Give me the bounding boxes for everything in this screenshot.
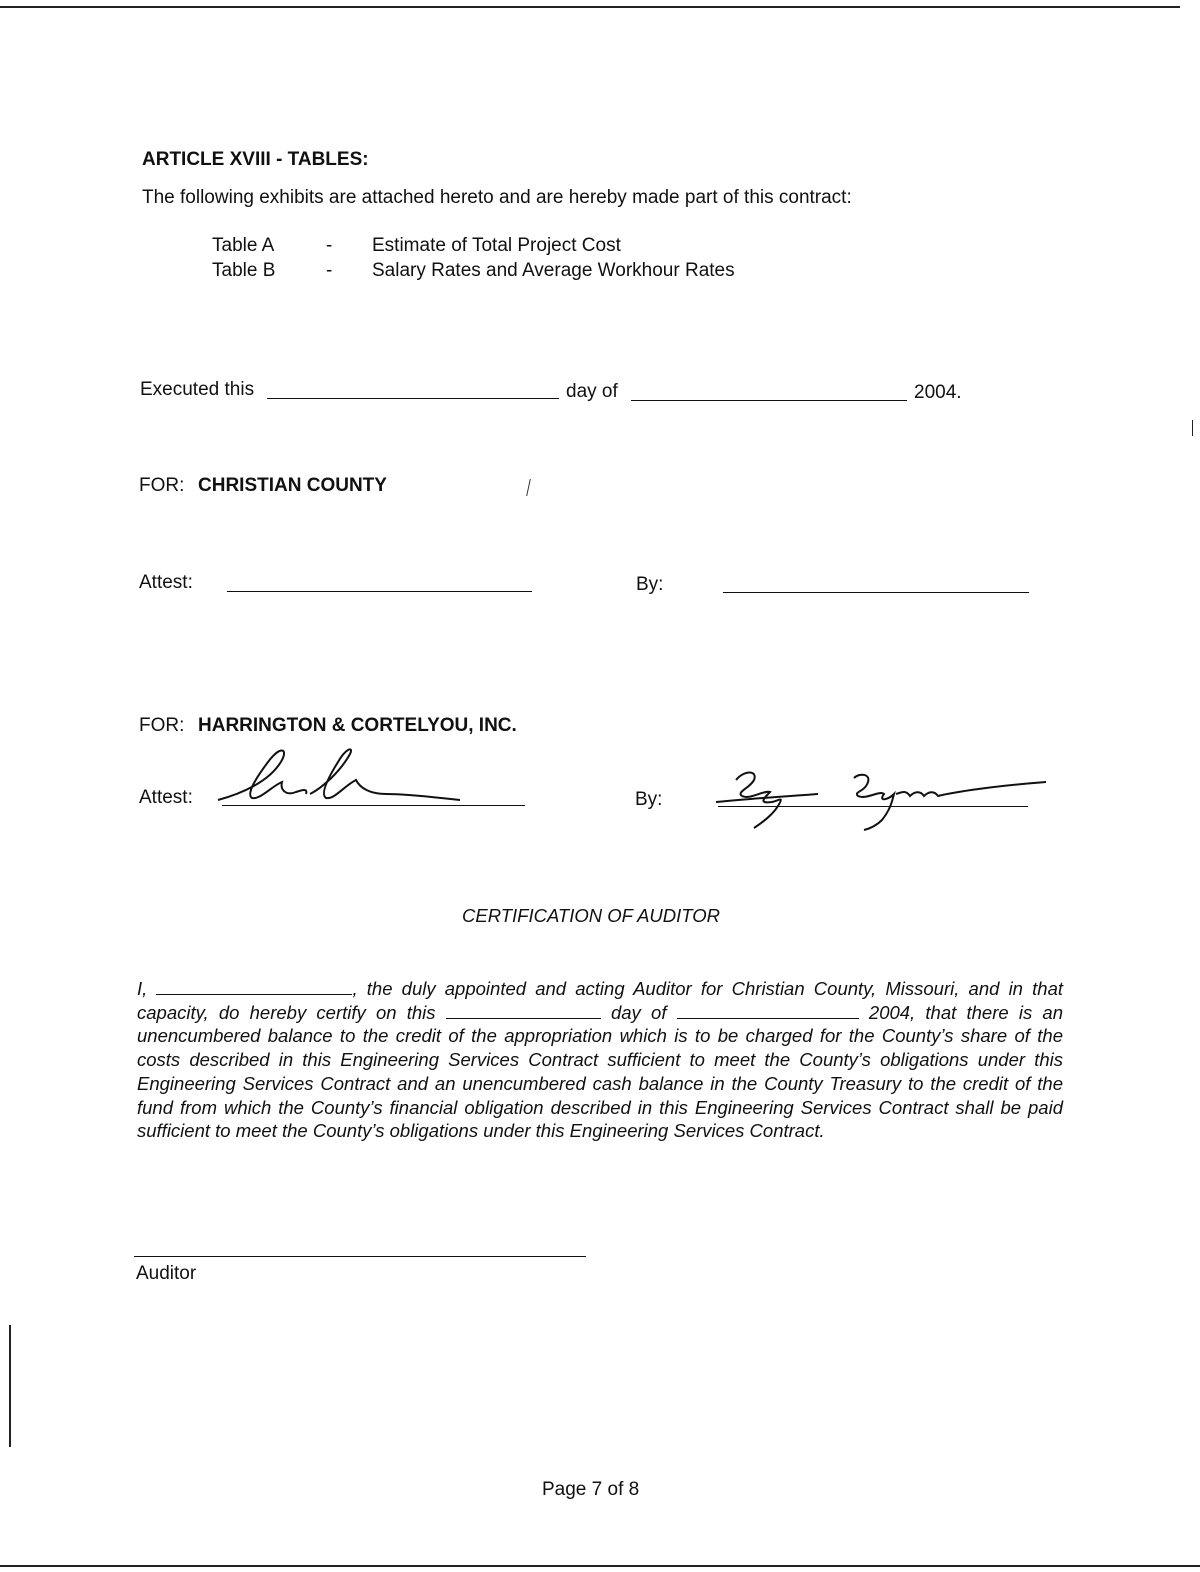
attest-signature: [210, 742, 480, 812]
page-number: Page 7 of 8: [542, 1479, 640, 1500]
county-attest-signature-line: [227, 591, 532, 592]
by-signature: [714, 762, 1054, 832]
article-heading: ARTICLE XVIII - TABLES:: [142, 149, 369, 170]
cert-text-2: day of: [610, 1001, 667, 1023]
cert-month-blank: [677, 1001, 859, 1019]
cert-text-3: 2004, that there is an unencumbered balance to the credit of the appropriation which is to be charged for the County’s share of the costs described in this Engineering Services Contract sufficient to meet the County’s obligations under this Engineering Services Contract and an unencumbered cash balance in the County Treasury to the credit of the fund from which the County’s financial obligation described in this Engineering Services Contract shall be paid sufficient to meet the County’s obligations under this Engineering Services Contract.: [137, 1001, 1064, 1142]
stray-pen-mark: [526, 479, 533, 496]
auditor-label: Auditor: [136, 1263, 197, 1284]
auditor-name-blank: [156, 977, 352, 995]
cert-i: I,: [137, 978, 148, 999]
county-for-label: FOR:: [139, 475, 185, 496]
county-by-label: By:: [636, 574, 664, 595]
county-party-name: CHRISTIAN COUNTY: [198, 475, 387, 496]
county-by-signature-line: [723, 592, 1029, 593]
day-of-label: day of: [566, 381, 618, 402]
executed-year: 2004.: [914, 382, 962, 403]
exhibit-name: Table A: [212, 235, 275, 256]
article-intro: The following exhibits are attached hereto and are hereby made part of this contract:: [142, 187, 852, 208]
certification-paragraph: [137, 977, 1063, 1143]
firm-attest-label: Attest:: [139, 787, 193, 808]
scan-right-mark: [1192, 420, 1193, 436]
firm-party-name: HARRINGTON & CORTELYOU, INC.: [198, 715, 517, 736]
auditor-signature-line: [134, 1256, 586, 1257]
cert-day-blank: [446, 1001, 601, 1019]
certification-title: CERTIFICATION OF AUDITOR: [462, 905, 720, 926]
firm-by-label: By:: [635, 789, 663, 810]
exhibit-description: Salary Rates and Average Workhour Rates: [372, 260, 735, 281]
exhibit-dash: -: [326, 235, 333, 256]
scan-margin-mark: [9, 1325, 11, 1447]
exhibit-dash: -: [326, 260, 333, 281]
firm-for-label: FOR:: [139, 715, 185, 736]
county-attest-label: Attest:: [139, 572, 193, 593]
exhibit-name: Table B: [212, 260, 276, 281]
scan-top-rule: [0, 6, 1180, 8]
scan-bottom-rule: [0, 1565, 1200, 1567]
cert-text-1: , the duly appointed and acting Auditor for Christian County, Missouri, and in that capacity, do hereby certify on this: [137, 978, 1063, 1023]
exhibit-description: Estimate of Total Project Cost: [372, 235, 621, 256]
executed-this-label: Executed this: [140, 379, 255, 400]
executed-month-blank: [631, 400, 907, 401]
executed-day-blank: [267, 398, 559, 399]
